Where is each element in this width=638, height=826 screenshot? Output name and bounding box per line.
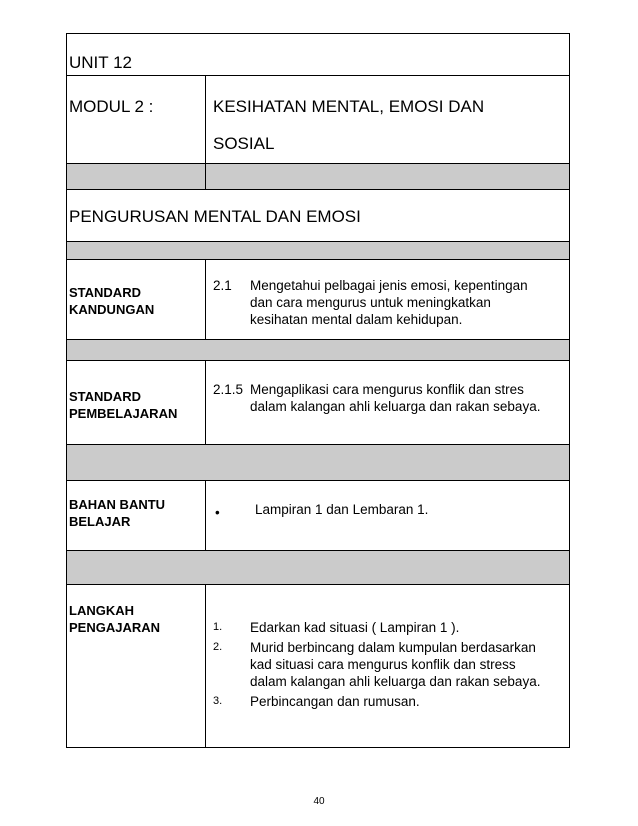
divider-row-2 xyxy=(67,242,570,260)
standard-pembelajaran-number: 2.1.5 xyxy=(213,382,244,397)
topic-title: PENGURUSAN MENTAL DAN EMOSI xyxy=(69,207,361,226)
standard-kandungan-row xyxy=(67,260,570,340)
langkah-row: LANGKAH PENGAJARAN 1. Edarkan kad situasi ( Lampiran 1 ). 2. Murid berbincang dalam kumpulan berdasarkan kad situasi cara mengurus konflik dan stress dalam kalangan ahli keluarga dan rakan sebaya. 3. Perbincangan dan rumusan. xyxy=(67,585,570,748)
bullet-icon: • xyxy=(215,505,220,520)
standard-kandungan-text: Mengetahui pelbagai jenis emosi, kepentingan dan cara mengurus untuk meningkatkan kesihatan mental dalam kehidupan. xyxy=(250,278,528,327)
standard-pembelajaran-label: STANDARD PEMBELAJARAN xyxy=(69,389,178,421)
modul-row xyxy=(67,76,570,164)
divider-row-4 xyxy=(67,445,570,481)
modul-title-line2: SOSIAL xyxy=(213,134,275,153)
lesson-table xyxy=(66,33,570,748)
modul-label: MODUL 2 : xyxy=(69,97,154,116)
divider-row-5 xyxy=(67,551,570,585)
standard-pembelajaran-text: Mengaplikasi cara mengurus konflik dan stres dalam kalangan ahli keluarga dan rakan sebaya. xyxy=(250,382,541,414)
modul-title-line1: KESIHATAN MENTAL, EMOSI DAN xyxy=(213,97,485,116)
page-number: 40 xyxy=(313,796,325,807)
bahan-bantu-row xyxy=(67,481,570,551)
divider-row-1 xyxy=(67,164,570,190)
unit-row xyxy=(67,34,570,76)
langkah-label: LANGKAH PENGAJARAN xyxy=(69,603,161,635)
standard-kandungan-label: STANDARD KANDUNGAN xyxy=(69,285,155,317)
divider-row-3 xyxy=(67,340,570,361)
bahan-bantu-item: Lampiran 1 dan Lembaran 1. xyxy=(255,502,429,517)
topic-row xyxy=(67,190,570,242)
standard-pembelajaran-row xyxy=(67,361,570,445)
unit-title: UNIT 12 xyxy=(69,53,132,72)
standard-kandungan-number: 2.1 xyxy=(213,278,232,293)
bahan-bantu-label: BAHAN BANTU BELAJAR xyxy=(69,497,166,529)
